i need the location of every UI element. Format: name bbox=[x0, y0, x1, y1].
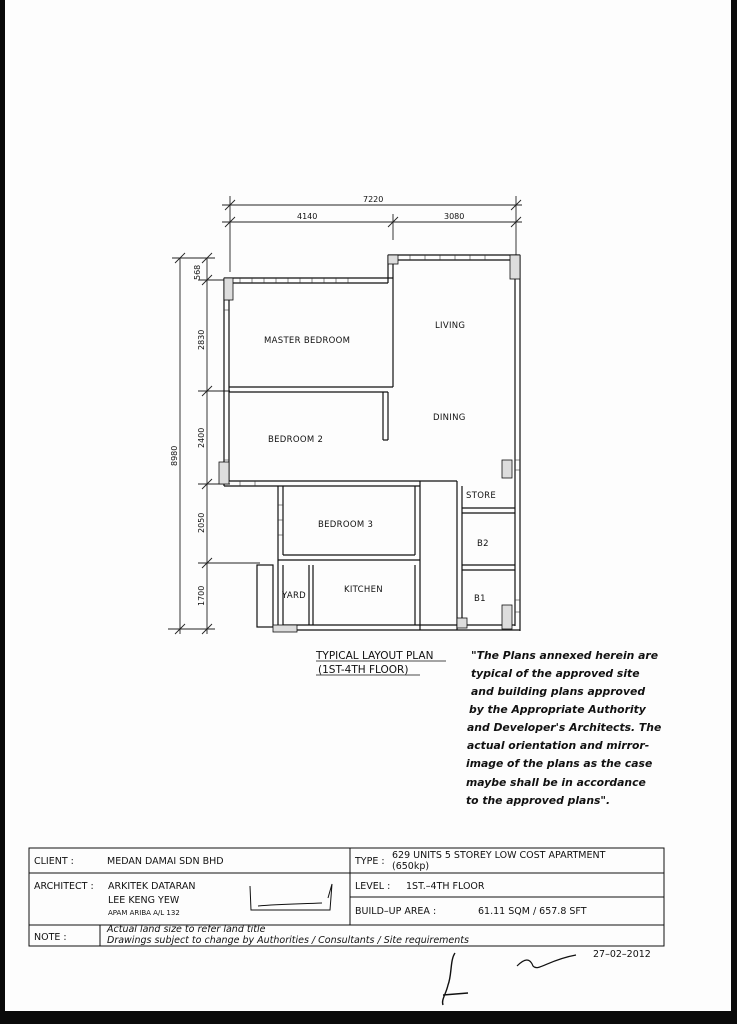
architect-registration: APAM ARIBA A/L 132 bbox=[108, 909, 180, 917]
room-master-bedroom: MASTER BEDROOM bbox=[264, 336, 351, 346]
type-value-sub: (650kp) bbox=[392, 861, 430, 872]
architect-name: ARKITEK DATARAN bbox=[108, 881, 196, 892]
room-living: LIVING bbox=[435, 321, 466, 331]
disclaimer-line: by the Appropriate Authority bbox=[469, 703, 646, 716]
room-bedroom-3: BEDROOM 3 bbox=[318, 520, 374, 530]
disclaimer-line: "The Plans annexed herein are bbox=[471, 649, 659, 662]
room-kitchen: KITCHEN bbox=[344, 585, 383, 595]
drawing-date: 27–02–2012 bbox=[593, 949, 651, 960]
dim-d5: 1700 bbox=[197, 585, 206, 606]
disclaimer-line: typical of the approved site bbox=[471, 667, 640, 680]
level-value: 1ST.–4TH FLOOR bbox=[406, 881, 485, 892]
dim-overall-depth: 8980 bbox=[170, 445, 179, 466]
dim-width-left: 4140 bbox=[297, 212, 318, 221]
dim-overall-width: 7220 bbox=[363, 195, 384, 204]
note-line: Actual land size to refer land title bbox=[107, 924, 266, 935]
dim-d1: 568 bbox=[193, 264, 202, 280]
dim-d4: 2050 bbox=[197, 512, 206, 533]
dim-width-right: 3080 bbox=[444, 212, 465, 221]
buildup-value: 61.11 SQM / 657.8 SFT bbox=[478, 906, 587, 917]
architect-label: ARCHITECT : bbox=[34, 881, 94, 892]
disclaimer-note bbox=[466, 649, 661, 807]
disclaimer-line: maybe shall be in accordance bbox=[466, 776, 646, 789]
window-marks bbox=[224, 255, 520, 612]
dim-d3: 2400 bbox=[197, 427, 206, 448]
buildup-label: BUILD–UP AREA : bbox=[355, 906, 437, 917]
columns bbox=[219, 255, 520, 632]
architect-person: LEE KENG YEW bbox=[108, 895, 180, 906]
room-store: STORE bbox=[466, 491, 497, 501]
disclaimer-line: and Developer's Architects. The bbox=[467, 721, 662, 734]
room-b2: B2 bbox=[477, 539, 489, 549]
note-line: Drawings subject to change by Authorities / Consultants / Site requirements bbox=[107, 935, 469, 946]
type-value: 629 UNITS 5 STOREY LOW COST APARTMENT bbox=[392, 850, 606, 861]
type-label: TYPE : bbox=[355, 856, 385, 867]
dim-d2: 2830 bbox=[197, 329, 206, 350]
disclaimer-line: to the approved plans". bbox=[466, 794, 611, 807]
scan-border-right bbox=[731, 0, 737, 1024]
room-bedroom-2: BEDROOM 2 bbox=[268, 435, 324, 445]
client-value: MEDAN DAMAI SDN BHD bbox=[107, 856, 224, 867]
note-label: NOTE : bbox=[34, 932, 67, 943]
architect-signature bbox=[250, 884, 332, 910]
disclaimer-line: image of the plans as the case bbox=[466, 757, 653, 770]
developer-signature bbox=[517, 955, 576, 968]
left-dimension-lines bbox=[168, 253, 260, 634]
scan-border-bottom bbox=[0, 1011, 737, 1024]
plan-title: TYPICAL LAYOUT PLAN bbox=[316, 650, 434, 662]
room-dining: DINING bbox=[433, 413, 466, 423]
plan-subtitle: (1ST-4TH FLOOR) bbox=[318, 664, 409, 676]
disclaimer-line: and building plans approved bbox=[471, 685, 646, 698]
scan-border-left bbox=[0, 0, 5, 1024]
disclaimer-line: actual orientation and mirror- bbox=[467, 739, 650, 752]
room-b1: B1 bbox=[474, 594, 486, 604]
client-label: CLIENT : bbox=[34, 856, 74, 867]
client-signature bbox=[443, 953, 468, 1005]
level-label: LEVEL : bbox=[355, 881, 391, 892]
room-yard: YARD bbox=[282, 591, 306, 601]
